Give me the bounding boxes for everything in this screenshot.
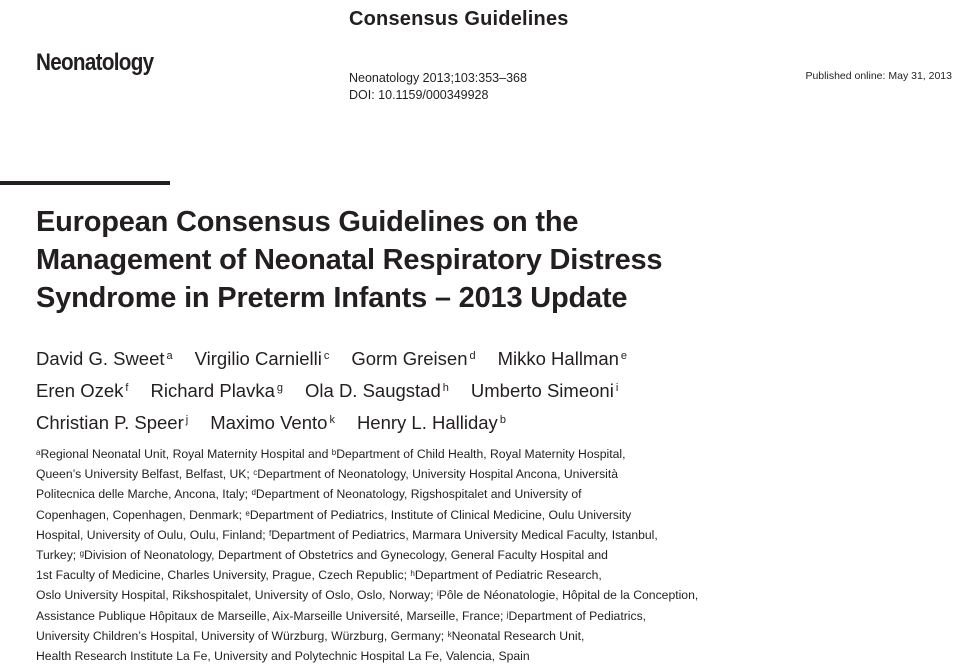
author-name bbox=[36, 380, 128, 401]
affiliation-marker: b bbox=[499, 414, 506, 426]
affiliation-marker: j bbox=[185, 414, 189, 426]
affiliation-text: Neonatal Research Unit, bbox=[451, 628, 585, 643]
affiliation-list bbox=[36, 444, 836, 666]
affiliation-text: Department of Child Health, Royal Maternity Hospital, bbox=[336, 447, 626, 461]
affiliation-text: Department of Pediatrics, bbox=[508, 608, 647, 623]
affiliation-marker: i bbox=[615, 382, 619, 394]
author-name bbox=[351, 348, 475, 369]
author-name bbox=[498, 348, 627, 369]
affiliation-marker: a bbox=[166, 350, 173, 362]
journal-citation: Neonatology 2013;103:353–368 bbox=[349, 71, 527, 85]
author-name-text: Richard Plavka bbox=[150, 380, 275, 401]
affiliation-marker: k bbox=[329, 414, 335, 426]
affiliation-line bbox=[36, 505, 836, 525]
affiliation-marker: e bbox=[620, 350, 628, 362]
affiliation-text: Oslo University Hospital, Rikshospitalet, University of Oslo, Oslo, Norway; bbox=[36, 588, 437, 603]
author-line bbox=[36, 343, 936, 375]
section-divider bbox=[0, 181, 170, 185]
affiliation-line bbox=[36, 484, 836, 504]
author-name bbox=[36, 412, 188, 433]
affiliation-marker: f bbox=[269, 528, 272, 538]
affiliation-marker: c bbox=[253, 468, 258, 478]
section-label: Consensus Guidelines bbox=[349, 8, 569, 30]
author-name-text: Virgilio Carnielli bbox=[194, 348, 322, 369]
author-name-text: Maximo Vento bbox=[210, 412, 328, 433]
affiliation-text: Health Research Institute La Fe, University and Polytechnic Hospital La Fe, Valencia, Spain bbox=[36, 649, 530, 664]
affiliation-text: Division of Neonatology, Department of Obstetrics and Gynecology, General Faculty Hospital and bbox=[84, 548, 608, 563]
title-line: Syndrome in Preterm Infants – 2013 Update bbox=[36, 282, 628, 314]
affiliation-marker: g bbox=[276, 382, 284, 394]
article-title bbox=[36, 203, 936, 317]
title-line: European Consensus Guidelines on the bbox=[36, 206, 579, 238]
author-name bbox=[195, 348, 330, 369]
author-name-text: Umberto Simeoni bbox=[470, 380, 614, 401]
affiliation-line bbox=[36, 464, 836, 484]
affiliation-text: Politecnica delle Marche, Ancona, Italy; bbox=[36, 487, 252, 502]
affiliation-marker: b bbox=[331, 448, 337, 457]
affiliation-marker: e bbox=[245, 508, 250, 518]
affiliation-marker: c bbox=[323, 350, 330, 362]
affiliation-text: Hospital, University of Oulu, Oulu, Finland; bbox=[36, 527, 270, 542]
affiliation-marker: f bbox=[125, 382, 129, 394]
affiliation-text: Department of Neonatology, University Hospital Ancona, Università bbox=[257, 467, 619, 482]
author-name bbox=[150, 380, 283, 401]
author-list bbox=[36, 343, 936, 439]
affiliation-line bbox=[36, 606, 836, 626]
affiliation-text: Assistance Publique Hôpitaux de Marseille, Aix-Marseille Université, Marseille, France; bbox=[36, 608, 507, 623]
affiliation-marker: j bbox=[506, 609, 509, 619]
affiliation-text: Department of Pediatrics, Institute of Clinical Medicine, Oulu University bbox=[249, 507, 632, 522]
affiliation-marker: k bbox=[447, 629, 452, 639]
journal-logo: Neonatology bbox=[36, 49, 154, 76]
affiliation-text: Department of Pediatrics, Marmara University Medical Faculty, Istanbul, bbox=[271, 527, 658, 542]
affiliation-marker: i bbox=[436, 589, 439, 599]
title-line: Management of Neonatal Respiratory Distress bbox=[36, 244, 663, 276]
author-name-text: David G. Sweet bbox=[36, 348, 165, 369]
doi: DOI: 10.1159/000349928 bbox=[349, 88, 489, 102]
author-name bbox=[357, 412, 506, 433]
affiliation-text: Regional Neonatal Unit, Royal Maternity Hospital and bbox=[40, 447, 332, 461]
affiliation-line bbox=[36, 585, 836, 605]
author-name bbox=[471, 380, 618, 401]
affiliation-marker: h bbox=[442, 382, 449, 394]
author-name bbox=[305, 380, 449, 401]
affiliation-marker: d bbox=[251, 488, 256, 498]
affiliation-text: Pôle de Néonatologie, Hôpital de la Conception, bbox=[438, 588, 699, 603]
author-name-text: Christian P. Speer bbox=[36, 412, 184, 433]
affiliation-text: 1st Faculty of Medicine, Charles University, Prague, Czech Republic; bbox=[36, 568, 411, 583]
affiliation-line bbox=[36, 626, 836, 646]
published-date: Published online: May 31, 2013 bbox=[805, 70, 952, 82]
author-name-text: Henry L. Halliday bbox=[356, 412, 498, 433]
affiliation-text: Turkey; bbox=[36, 548, 80, 563]
affiliation-marker: a bbox=[36, 448, 41, 457]
affiliation-text: Department of Neonatology, Rigshospitalet and University of bbox=[255, 487, 582, 502]
author-name-text: Mikko Hallman bbox=[497, 348, 619, 369]
affiliation-line bbox=[36, 646, 836, 666]
affiliation-line bbox=[36, 525, 836, 545]
affiliation-marker: g bbox=[79, 549, 85, 559]
affiliation-line bbox=[36, 444, 836, 464]
affiliation-text: Department of Pediatric Research, bbox=[414, 568, 602, 583]
affiliation-line bbox=[36, 565, 836, 585]
author-name-text: Ola D. Saugstad bbox=[305, 380, 441, 401]
author-name-text: Gorm Greisen bbox=[351, 348, 468, 369]
author-line bbox=[36, 407, 936, 439]
author-name bbox=[36, 348, 173, 369]
author-name bbox=[210, 412, 335, 433]
affiliation-text: University Children’s Hospital, University of Würzburg, Würzburg, Germany; bbox=[36, 628, 448, 643]
affiliation-text: Copenhagen, Copenhagen, Denmark; bbox=[36, 507, 246, 522]
affiliation-marker: d bbox=[469, 350, 476, 362]
affiliation-line bbox=[36, 545, 836, 565]
affiliation-marker: h bbox=[410, 569, 415, 579]
affiliation-text: Queen’s University Belfast, Belfast, UK; bbox=[36, 467, 254, 482]
author-name-text: Eren Ozek bbox=[36, 380, 124, 401]
citation-block bbox=[349, 70, 527, 104]
author-line bbox=[36, 375, 936, 407]
